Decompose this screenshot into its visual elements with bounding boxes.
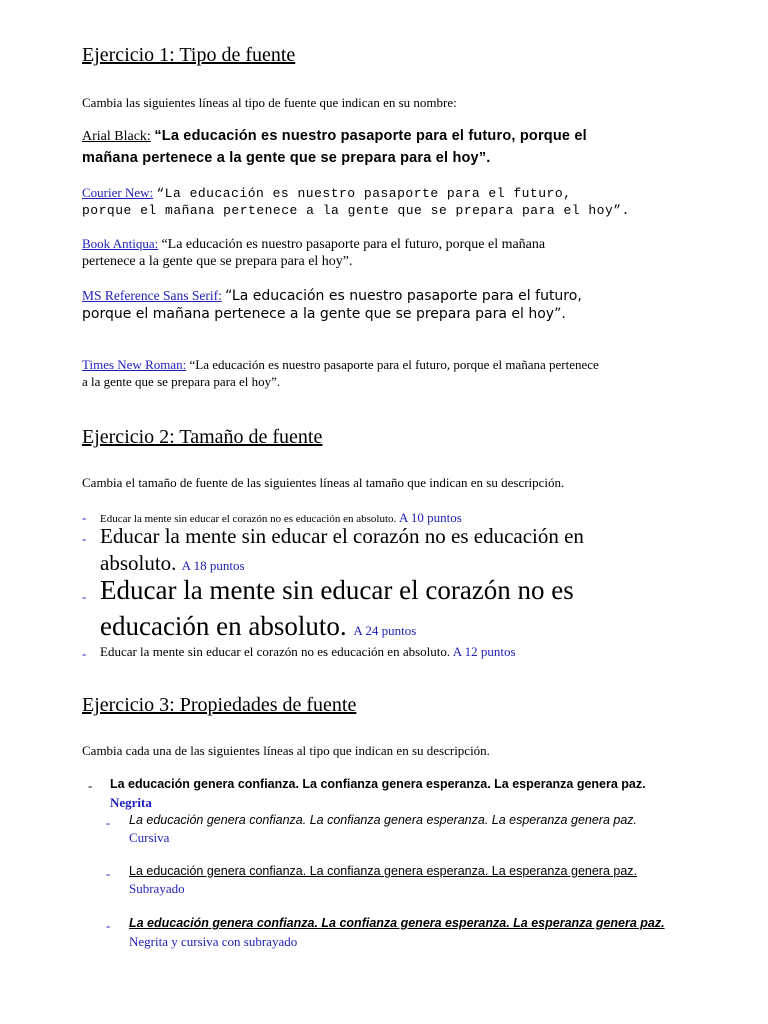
prop-italic-desc: Cursiva xyxy=(129,830,170,845)
ms-line2: porque el mañana pertenece a la gente que se prepara para el hoy”. xyxy=(82,306,566,322)
size-item-18 xyxy=(82,530,86,548)
prop-italic-text: La educación genera confianza. La confianza genera esperanza. La esperanza genera paz. xyxy=(129,813,638,827)
bullet-icon: - xyxy=(106,866,111,881)
prop-item-italic xyxy=(106,814,110,832)
size-item-12-text xyxy=(100,644,516,660)
courier-block xyxy=(82,185,571,201)
prop-item-all xyxy=(106,917,110,935)
bullet-icon: - xyxy=(82,531,87,546)
size-10-label: A 10 puntos xyxy=(399,510,462,525)
size-10-sentence: Educar la mente sin educar el corazón no es educación en absoluto. xyxy=(100,513,397,525)
book-line1: “La educación es nuestro pasaporte para el futuro, porque el mañana xyxy=(161,237,546,252)
book-block xyxy=(82,236,545,253)
bullet-icon: - xyxy=(82,646,87,661)
times-line1: “La educación es nuestro pasaporte para el futuro, porque el mañana pertenece xyxy=(189,357,599,372)
courier-line2: porque el mañana pertenece a la gente que se prepara para el hoy”. xyxy=(82,203,630,218)
arial-line1: “La educación es nuestro pasaporte para el futuro, porque el xyxy=(154,128,587,144)
arial-label: Arial Black: xyxy=(82,129,151,144)
prop-underline-text: La educación genera confianza. La confianza genera esperanza. La esperanza genera paz. xyxy=(129,864,638,878)
book-line2: pertenece a la gente que se prepara para el hoy”. xyxy=(82,254,353,269)
size-12-sentence: Educar la mente sin educar el corazón no es educación en absoluto. xyxy=(100,644,451,659)
ex2-title: Ejercicio 2: Tamaño de fuente xyxy=(82,426,323,448)
size-item-10 xyxy=(82,509,86,527)
times-line2: a la gente que se prepara para el hoy”. xyxy=(82,374,281,389)
size-24-line1: Educar la mente sin educar el corazón no es xyxy=(100,575,574,605)
prop-item-underline xyxy=(106,865,110,883)
prop-item-bold xyxy=(88,777,92,795)
arial-block xyxy=(82,128,587,145)
prop-all-text: La educación genera confianza. La confianza genera esperanza. La esperanza genera paz. xyxy=(129,916,665,930)
prop-bold-desc: Negrita xyxy=(110,795,152,810)
size-18-line1: Educar la mente sin educar el corazón no es educación en xyxy=(100,524,584,548)
ex1-title: Ejercicio 1: Tipo de fuente xyxy=(82,44,296,66)
prop-underline-desc: Subrayado xyxy=(129,881,185,896)
ex3-title: Ejercicio 3: Propiedades de fuente xyxy=(82,694,357,716)
size-12-label: A 12 puntos xyxy=(452,644,516,659)
courier-line1: “La educación es nuestro pasaporte para el futuro, xyxy=(156,186,572,201)
times-label: Times New Roman: xyxy=(82,357,187,372)
ex1-instruction: Cambia las siguientes líneas al tipo de fuente que indican en su nombre: xyxy=(82,95,457,110)
bullet-icon: - xyxy=(82,510,87,525)
size-item-12 xyxy=(82,645,86,663)
bullet-icon: - xyxy=(106,918,111,933)
arial-line2: mañana pertenece a la gente que se prepara para el hoy”. xyxy=(82,150,491,166)
ms-label: MS Reference Sans Serif: xyxy=(82,288,222,303)
prop-bold-text: La educación genera confianza. La confianza genera esperanza. La esperanza genera paz. xyxy=(110,777,646,791)
size-24-line2-block xyxy=(100,611,416,642)
ex3-instruction: Cambia cada una de las siguientes líneas al tipo que indican en su descripción. xyxy=(82,743,490,758)
courier-label: Courier New: xyxy=(82,185,154,200)
prop-all-desc: Negrita y cursiva con subrayado xyxy=(129,934,298,949)
ex2-instruction: Cambia el tamaño de fuente de las siguientes líneas al tamaño que indican en su descripción. xyxy=(82,475,565,490)
size-18-line2-block xyxy=(100,551,245,576)
bullet-icon: - xyxy=(88,778,93,793)
times-block xyxy=(82,357,599,373)
size-18-label: A 18 puntos xyxy=(181,558,245,573)
ms-block xyxy=(82,288,582,304)
bullet-icon: - xyxy=(82,589,87,604)
size-item-24 xyxy=(82,588,86,606)
bullet-icon: - xyxy=(106,815,111,830)
size-24-line2: educación en absoluto. xyxy=(100,611,347,641)
size-24-label: A 24 puntos xyxy=(353,623,417,638)
ms-line1: “La educación es nuestro pasaporte para el futuro, xyxy=(225,288,582,304)
book-label: Book Antiqua: xyxy=(82,236,159,251)
size-18-line2: absoluto. xyxy=(100,551,177,575)
